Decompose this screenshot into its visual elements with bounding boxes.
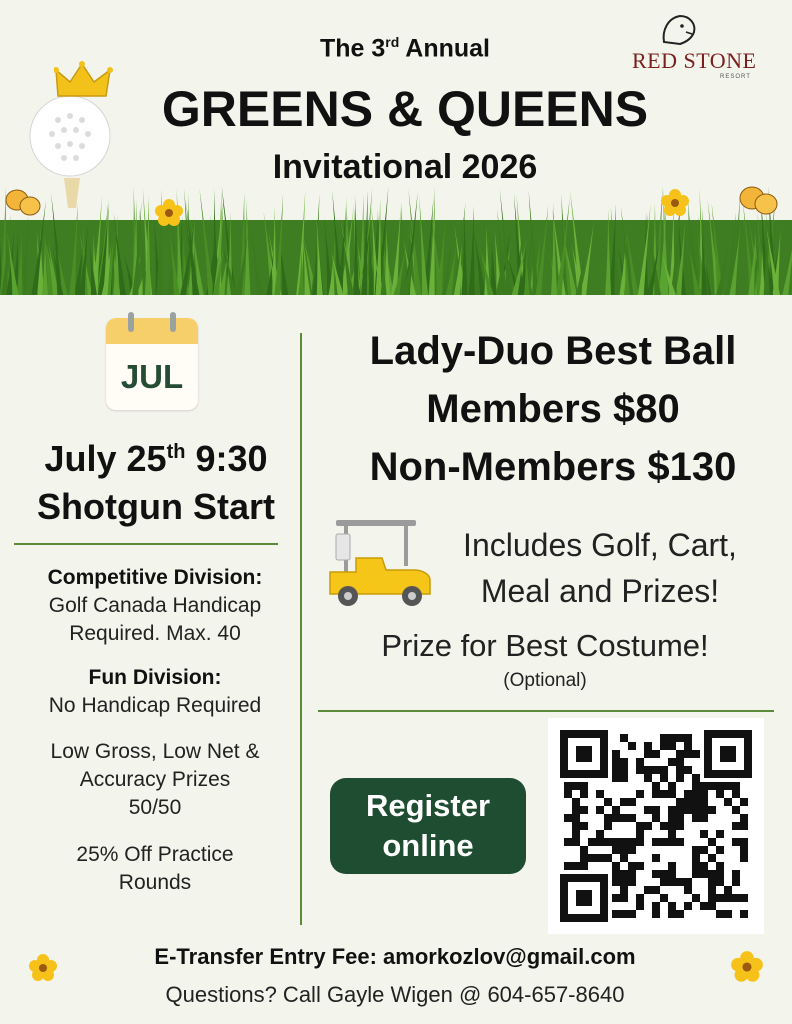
includes-text: Includes Golf, Cart, Meal and Prizes! [463, 527, 737, 609]
practice-info: 25% Off Practice Rounds [76, 843, 234, 894]
calendar-icon [106, 318, 198, 410]
page-title: GREENS & QUEENS [161, 81, 649, 137]
flower-icon [154, 198, 184, 228]
competitive-division: Competitive Division: Golf Canada Handicap Required. Max. 40 [47, 566, 263, 645]
event-date: July 25th 9:30 Shotgun Start [14, 428, 298, 531]
butterfly-icon [4, 186, 44, 222]
etransfer-info: E-Transfer Entry Fee: amorkozlov@gmail.com [154, 944, 636, 969]
pricing [318, 322, 788, 496]
costume-optional-note: (Optional) [503, 670, 587, 691]
butterfly-icon [738, 182, 780, 222]
register-online-button[interactable]: Register online [330, 778, 526, 874]
contact-info: Questions? Call Gayle Wigen @ 604-657-8640 [165, 982, 625, 1007]
members-price: Members $80 [426, 387, 680, 431]
fun-division: Fun Division: No Handicap Required [48, 666, 262, 717]
flower-icon [660, 188, 690, 218]
divider-right [318, 710, 774, 712]
start-type: Shotgun Start [37, 486, 275, 527]
flower-icon [730, 950, 764, 984]
event-format: Lady-Duo Best Ball [369, 329, 737, 373]
logo-wordmark: RED STONE [632, 48, 757, 73]
flower-icon [28, 953, 58, 983]
page-subtitle: Invitational 2026 [272, 148, 538, 186]
qr-code-icon[interactable] [548, 718, 764, 934]
crown-icon [54, 60, 114, 100]
calendar-month: JUL [120, 358, 184, 395]
divider-vertical [300, 333, 302, 925]
non-members-price: Non-Members $130 [369, 445, 737, 489]
costume-prize: Prize for Best Costume! [381, 628, 709, 663]
prizes-info: Low Gross, Low Net & Accuracy Prizes 50/50 [50, 740, 260, 819]
logo-subtext: RESORT [720, 74, 751, 80]
lion-logo-icon [660, 12, 698, 46]
golf-cart-icon [326, 518, 438, 610]
divider-left [14, 543, 278, 545]
pre-title: The 3rd Annual [319, 34, 491, 63]
